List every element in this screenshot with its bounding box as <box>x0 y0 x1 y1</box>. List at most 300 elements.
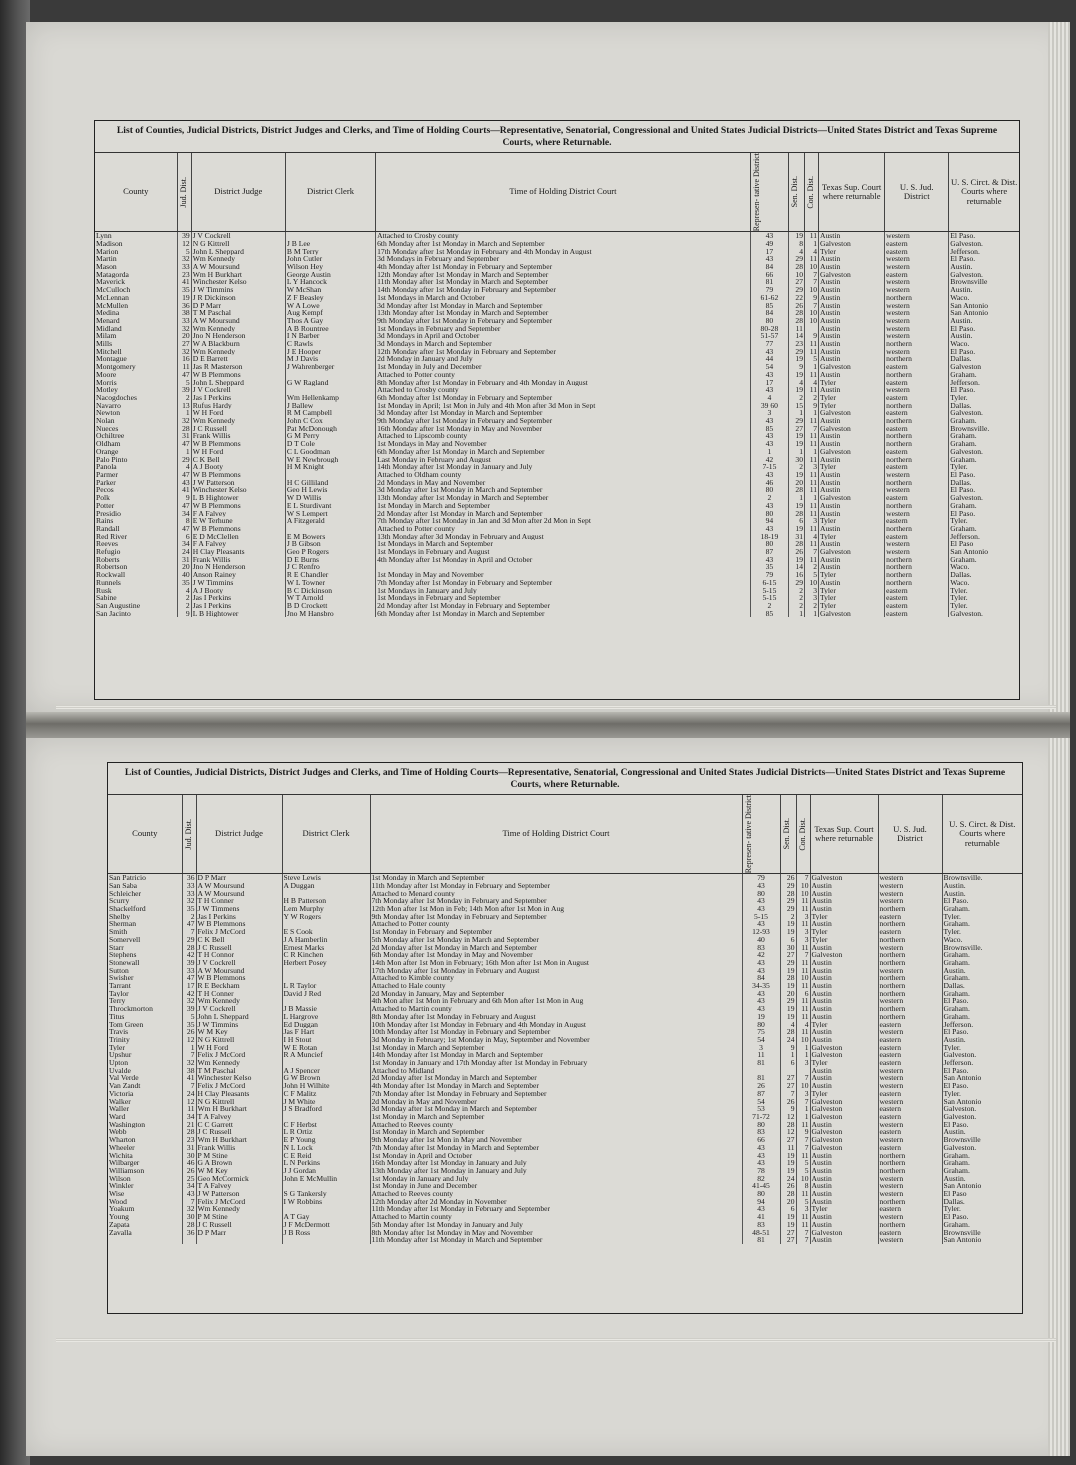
court-time-cell: Attached to Kimble county <box>370 974 742 982</box>
county-cell: Uvalde <box>108 1067 182 1075</box>
rep-dist-cell: 5-15 <box>742 913 780 921</box>
table-row <box>108 1082 1022 1090</box>
con-dist-cell: 11 <box>804 471 818 479</box>
us-jud-district-cell: northern <box>878 951 942 959</box>
county-cell: McLennan <box>95 294 177 302</box>
con-dist-cell: 11 <box>804 486 818 494</box>
rep-dist-cell: 6-15 <box>750 579 788 587</box>
sen-dist-cell: 10 <box>788 271 804 279</box>
texas-sup-court-cell: Austin <box>819 386 885 394</box>
court-time-cell: 13th Monday after 3d Monday in February and August <box>376 533 751 541</box>
us-jud-district-cell: northern <box>885 571 949 579</box>
judge-cell: P M Stine <box>196 1213 282 1221</box>
table-row <box>108 874 1022 882</box>
judge-cell: W B Plemmons <box>191 525 285 533</box>
clerk-cell: H C Gilliland <box>285 479 375 487</box>
sen-dist-cell: 28 <box>788 309 804 317</box>
us-circ-court-cell: Tyler. <box>943 928 961 936</box>
clerk-cell: H B Patterson <box>282 897 370 905</box>
judge-cell: W B Plemmons <box>196 920 282 928</box>
texas-sup-court-cell: Tyler <box>819 379 885 387</box>
table-row <box>108 944 1022 952</box>
rep-dist-cell: 43 <box>742 967 780 975</box>
con-dist-cell: 10 <box>796 1036 810 1044</box>
jud-dist-cell: 36 <box>177 302 191 310</box>
us-circ-court-cell: Galveston. <box>943 1143 977 1152</box>
us-jud-district-cell: northern <box>878 1013 942 1021</box>
table-row <box>108 1044 1022 1052</box>
table-row <box>95 278 1019 286</box>
rep-dist-cell: 54 <box>742 1098 780 1106</box>
clerk-cell: E L Sturdivant <box>285 502 375 510</box>
sen-dist-cell: 4 <box>780 1021 796 1029</box>
us-circ-court-cell: Austin. <box>943 1128 966 1137</box>
jud-dist-cell: 31 <box>177 556 191 564</box>
us-jud-district-cell: northern <box>885 579 949 587</box>
page-gutter <box>26 712 1070 738</box>
rep-dist-cell: 85 <box>750 425 788 433</box>
clerk-cell: C Rawls <box>285 340 375 348</box>
col-us-jud: U. S. Jud. District <box>878 795 942 874</box>
jud-dist-cell: 7 <box>182 1051 196 1059</box>
con-dist-cell: 7 <box>804 302 818 310</box>
us-circ-court-cell: Brownsville. <box>943 943 983 952</box>
rep-dist-cell: 43 <box>750 471 788 479</box>
jud-dist-cell: 35 <box>182 1021 196 1029</box>
clerk-cell <box>282 997 370 1005</box>
court-time-cell: 1st Mondays in February and September <box>376 594 751 602</box>
sen-dist-cell: 28 <box>780 974 796 982</box>
judge-cell: N G Kittrell <box>196 1098 282 1106</box>
judge-cell: D P Marr <box>196 874 282 882</box>
texas-sup-court-cell: Galveston <box>810 874 878 882</box>
county-cell: Mitchell <box>95 348 177 356</box>
county-table-lower <box>107 762 1023 1314</box>
col-texas-sup: Texas Sup. Court where returnable <box>810 795 878 874</box>
us-circ-court-cell: Galveston. <box>950 609 983 618</box>
clerk-cell: J S Bradford <box>282 1105 370 1113</box>
us-circ-court-cell: Tyler. <box>950 463 968 471</box>
judge-cell: J C Russell <box>191 425 285 433</box>
us-jud-district-cell: western <box>878 1190 942 1198</box>
jud-dist-cell: 24 <box>177 548 191 556</box>
rep-dist-cell: 41 <box>742 1213 780 1221</box>
court-time-cell: 14th Monday after 1st Monday in February and September <box>376 286 751 294</box>
judge-cell: W H Ford <box>196 1044 282 1052</box>
clerk-cell: Ed Duggan <box>282 1021 370 1029</box>
rep-dist-cell: 78 <box>742 1167 780 1175</box>
sen-dist-cell: 29 <box>788 286 804 294</box>
con-dist-cell: 5 <box>796 1167 810 1175</box>
us-jud-district-cell: western <box>878 1236 942 1244</box>
jud-dist-cell: 47 <box>177 471 191 479</box>
table-title: List of Counties, Judicial Districts, District Judges and Clerks, and Time of Holding Courts—Representative, Senatorial, Congressional and United States Judicial Districts—United States District and Texas Supreme Courts, where Returnable. <box>108 763 1022 795</box>
texas-sup-court-cell: Austin <box>810 1013 878 1021</box>
texas-sup-court-cell: Galveston <box>810 951 878 959</box>
court-time-cell: 1st Monday in May and November <box>376 571 751 579</box>
rep-dist-cell: 84 <box>750 309 788 317</box>
court-time-cell: 1st Monday in June and December <box>370 1182 742 1190</box>
table-row <box>108 1175 1022 1183</box>
texas-sup-court-cell: Galveston <box>810 1113 878 1121</box>
table-row <box>95 579 1019 587</box>
sen-dist-cell: 2 <box>780 913 796 921</box>
jud-dist-cell: 30 <box>182 1152 196 1160</box>
judge-cell: W B Plemmons <box>191 371 285 379</box>
table-row <box>95 563 1019 571</box>
us-circ-court-cell: El Paso. <box>950 509 976 518</box>
county-cell: Parmer <box>95 471 177 479</box>
court-time-cell: 2d Monday after 1st Monday in February and September <box>376 602 751 610</box>
county-cell: Oldham <box>95 440 177 448</box>
texas-sup-court-cell: Tyler <box>810 928 878 936</box>
sen-dist-cell: 11 <box>788 325 804 333</box>
table-row <box>95 479 1019 487</box>
clerk-cell: Wilson Hey <box>285 263 375 271</box>
sen-dist-cell: 29 <box>780 959 796 967</box>
court-time-cell: 3d Mondays in March and September <box>376 340 751 348</box>
county-cell: Starr <box>108 944 182 952</box>
us-jud-district-cell: western <box>885 471 949 479</box>
us-circ-court-cell: Graham. <box>943 920 970 929</box>
us-circ-court-cell: Galveston <box>950 363 982 371</box>
us-circ-court-cell: Galveston. <box>943 1105 977 1113</box>
jud-dist-cell: 28 <box>182 944 196 952</box>
jud-dist-cell: 2 <box>177 594 191 602</box>
sen-dist-cell: 28 <box>780 1121 796 1129</box>
sen-dist-cell: 15 <box>788 402 804 410</box>
rep-dist-cell: 43 <box>742 882 780 890</box>
sen-dist-cell: 26 <box>780 1098 796 1106</box>
us-circ-court-cell: Dallas. <box>943 1197 965 1206</box>
us-jud-district-cell: northern <box>885 563 949 571</box>
rep-dist-cell: 43 <box>750 440 788 448</box>
table-row <box>95 533 1019 541</box>
us-jud-district-cell: eastern <box>878 1113 942 1121</box>
county-cell: McCulloch <box>95 286 177 294</box>
table-row <box>95 248 1019 256</box>
con-dist-cell: 5 <box>796 1198 810 1206</box>
jud-dist-cell: 20 <box>177 563 191 571</box>
clerk-cell: N L Lock <box>282 1144 370 1152</box>
con-dist-cell: 1 <box>804 409 818 417</box>
county-cell: San Jacinto <box>95 610 177 618</box>
us-circ-court-cell: Graham. <box>950 455 977 464</box>
us-jud-district-cell: northern <box>878 990 942 998</box>
county-cell: Sutton <box>108 967 182 975</box>
table-row <box>95 517 1019 525</box>
us-jud-district-cell: western <box>885 302 949 310</box>
rep-dist-cell: 1 <box>750 448 788 456</box>
table-row <box>108 982 1022 990</box>
judge-cell: Wm Kennedy <box>196 997 282 1005</box>
county-cell: Menard <box>95 317 177 325</box>
county-cell: Wood <box>108 1198 182 1206</box>
table-row <box>95 502 1019 510</box>
court-time-cell: Attached to Lipscomb county <box>376 432 751 440</box>
rep-dist-cell: 43 <box>750 556 788 564</box>
table-row <box>108 1236 1022 1244</box>
court-time-cell: Attached to Crosby county <box>376 232 751 240</box>
texas-sup-court-cell: Austin <box>810 1005 878 1013</box>
judge-cell: H Clay Pleasants <box>196 1090 282 1098</box>
us-circ-court-cell: El Paso <box>943 1190 967 1198</box>
sen-dist-cell: 19 <box>788 386 804 394</box>
sen-dist-cell: 19 <box>780 967 796 975</box>
con-dist-cell: 3 <box>804 594 818 602</box>
page-edge <box>1048 22 1070 712</box>
rep-dist-cell: 81 <box>742 1236 780 1244</box>
rep-dist-cell: 43 <box>742 920 780 928</box>
con-dist-cell: 7 <box>796 874 810 882</box>
sen-dist-cell: 28 <box>788 317 804 325</box>
us-jud-district-cell: western <box>885 325 949 333</box>
con-dist-cell: 9 <box>796 1128 810 1136</box>
rep-dist-cell: 84 <box>742 974 780 982</box>
us-circ-court-cell: Graham. <box>943 951 970 959</box>
table-row <box>108 1182 1022 1190</box>
clerk-cell <box>282 1205 370 1213</box>
us-circ-court-cell: Jefferson. <box>950 532 980 541</box>
col-us-jud: U. S. Jud. District <box>885 153 949 232</box>
court-time-cell: 7th Monday after 1st Monday in Jan and 3d Mon after 2d Mon in Sept <box>376 517 751 525</box>
jud-dist-cell: 7 <box>182 1198 196 1206</box>
court-time-cell: 2d Monday after 1st Monday in March and September <box>370 944 742 952</box>
table-row <box>108 1152 1022 1160</box>
us-jud-district-cell: western <box>885 286 949 294</box>
jud-dist-cell: 7 <box>182 1082 196 1090</box>
texas-sup-court-cell: Austin <box>810 990 878 998</box>
jud-dist-cell: 32 <box>182 1205 196 1213</box>
county-cell: Williamson <box>108 1167 182 1175</box>
us-circ-court-cell: Galveston. <box>950 447 983 456</box>
texas-sup-court-cell: Austin <box>810 1198 878 1206</box>
clerk-cell: J C Renfro <box>285 563 375 571</box>
jud-dist-cell: 12 <box>182 1036 196 1044</box>
sen-dist-cell: 19 <box>788 432 804 440</box>
clerk-cell: A Fitzgerald <box>285 517 375 525</box>
judge-cell: Felix J McCord <box>196 1082 282 1090</box>
court-time-cell: 1st Mondays in March and September <box>376 540 751 548</box>
rep-dist-cell: 79 <box>750 286 788 294</box>
table-row <box>95 379 1019 387</box>
county-cell: Tarrant <box>108 982 182 990</box>
jud-dist-cell: 1 <box>177 448 191 456</box>
clerk-cell <box>282 1059 370 1067</box>
us-jud-district-cell: northern <box>885 402 949 410</box>
judge-cell: Wm Kennedy <box>191 348 285 356</box>
texas-sup-court-cell: Galveston <box>819 494 885 502</box>
con-dist-cell: 11 <box>804 525 818 533</box>
texas-sup-court-cell: Austin <box>810 982 878 990</box>
court-time-cell: Attached to Martin county <box>370 1005 742 1013</box>
rep-dist-cell: 94 <box>742 1198 780 1206</box>
us-circ-court-cell: Galveston. <box>943 1113 977 1121</box>
table-row <box>95 340 1019 348</box>
rep-dist-cell: 43 <box>750 525 788 533</box>
court-time-cell: 3d Monday in February; 1st Monday in May, September and November <box>370 1036 742 1044</box>
court-time-cell: 2d Monday in May and November <box>370 1098 742 1106</box>
table-row <box>108 1128 1022 1136</box>
us-jud-district-cell: eastern <box>878 1229 942 1237</box>
us-circ-court-cell: Dallas. <box>950 571 972 579</box>
rep-dist-cell: 54 <box>742 1036 780 1044</box>
county-cell: Rockwall <box>95 571 177 579</box>
con-dist-cell: 11 <box>804 456 818 464</box>
us-circ-court-cell: Austin. <box>943 1035 966 1044</box>
con-dist-cell: 11 <box>804 348 818 356</box>
table-row <box>95 587 1019 595</box>
us-jud-district-cell: eastern <box>878 913 942 921</box>
rep-dist-cell: 43 <box>750 432 788 440</box>
us-circ-court-cell: Graham. <box>943 1151 970 1160</box>
con-dist-cell: 10 <box>804 263 818 271</box>
texas-sup-court-cell: Austin <box>810 967 878 975</box>
rep-dist-cell: 87 <box>750 548 788 556</box>
table-row <box>95 332 1019 340</box>
rep-dist-cell: 51-57 <box>750 332 788 340</box>
us-jud-district-cell: eastern <box>885 610 949 618</box>
us-jud-district-cell: northern <box>885 355 949 363</box>
clerk-cell <box>282 974 370 982</box>
judge-cell: A J Booty <box>191 587 285 595</box>
sen-dist-cell: 19 <box>788 525 804 533</box>
rep-dist-cell: 81 <box>742 1059 780 1067</box>
clerk-cell <box>282 967 370 975</box>
county-cell: Schleicher <box>108 890 182 898</box>
court-time-cell: 16th Monday after 1st Monday in May and November <box>376 425 751 433</box>
con-dist-cell: 7 <box>796 1136 810 1144</box>
col-sen-dist: Sen. Dist. <box>780 795 796 874</box>
county-cell: Smith <box>108 928 182 936</box>
county-cell: Martin <box>95 255 177 263</box>
judge-cell: J V Cockrell <box>196 959 282 967</box>
us-jud-district-cell: western <box>878 1182 942 1190</box>
us-jud-district-cell: eastern <box>878 1144 942 1152</box>
clerk-cell: G M Perry <box>285 432 375 440</box>
us-circ-court-cell: Galveston. <box>950 239 983 248</box>
texas-sup-court-cell: Austin <box>819 456 885 464</box>
us-circ-court-cell: Brownsville <box>943 1228 981 1237</box>
county-cell: Montgomery <box>95 363 177 371</box>
court-time-cell: Attached to Reeves county <box>370 1190 742 1198</box>
clerk-cell: John H Wilhite <box>282 1082 370 1090</box>
us-circ-court-cell: El Paso. <box>943 1028 969 1036</box>
rep-dist-cell: 43 <box>742 1152 780 1160</box>
county-cell: Zavalla <box>108 1229 182 1237</box>
us-circ-court-cell: Dallas. <box>950 355 972 364</box>
clerk-cell: S G Tankersly <box>282 1190 370 1198</box>
us-jud-district-cell: western <box>878 967 942 975</box>
table-row <box>95 456 1019 464</box>
table-row <box>95 394 1019 402</box>
table-row <box>108 951 1022 959</box>
table-row <box>95 286 1019 294</box>
con-dist-cell: 3 <box>796 913 810 921</box>
col-county: County <box>108 795 182 874</box>
county-cell: Ochiltree <box>95 432 177 440</box>
judge-cell: Wm H Burkhart <box>191 271 285 279</box>
sen-dist-cell: 1 <box>788 610 804 618</box>
county-cell: Milam <box>95 332 177 340</box>
rep-dist-cell: 53 <box>742 1105 780 1113</box>
judge-cell: Winchester Kelso <box>196 1074 282 1082</box>
jud-dist-cell: 6 <box>177 533 191 541</box>
us-jud-district-cell: northern <box>885 440 949 448</box>
rep-dist-cell: 81 <box>750 278 788 286</box>
rep-dist-cell: 43 <box>742 959 780 967</box>
us-circ-court-cell: San Antonio <box>943 1097 982 1106</box>
con-dist-cell: 4 <box>796 1021 810 1029</box>
con-dist-cell: 10 <box>804 309 818 317</box>
con-dist-cell: 11 <box>804 510 818 518</box>
rep-dist-cell: 75 <box>742 1028 780 1036</box>
us-jud-district-cell: western <box>878 944 942 952</box>
con-dist-cell: 7 <box>804 548 818 556</box>
judge-cell: Wm Kennedy <box>191 417 285 425</box>
texas-sup-court-cell: Austin <box>819 510 885 518</box>
rep-dist-cell: 80 <box>742 890 780 898</box>
rep-dist-cell: 80 <box>750 510 788 518</box>
clerk-cell: W McShan <box>285 286 375 294</box>
judge-cell: F A Falvey <box>191 540 285 548</box>
judge-cell: Winchester Kelso <box>191 486 285 494</box>
rep-dist-cell: 43 <box>750 371 788 379</box>
table-row <box>108 959 1022 967</box>
judge-cell: J W Timmens <box>196 905 282 913</box>
county-cell: Swisher <box>108 974 182 982</box>
us-jud-district-cell: eastern <box>885 409 949 417</box>
table-row <box>108 1198 1022 1206</box>
judge-cell: J V Cockrell <box>191 386 285 394</box>
court-time-cell: Attached to Potter county <box>376 525 751 533</box>
court-time-cell: 6th Monday after 1st Monday in March and September <box>376 610 751 618</box>
us-jud-district-cell: western <box>885 548 949 556</box>
court-time-cell: 1st Mondays in January and July <box>376 587 751 595</box>
clerk-cell <box>282 1236 370 1244</box>
table-row <box>108 997 1022 1005</box>
court-time-cell: 12th Monday after 1st Monday in March and September <box>376 271 751 279</box>
court-time-cell: 1st Monday in January and July <box>370 1175 742 1183</box>
us-jud-district-cell: western <box>878 1213 942 1221</box>
county-cell: Rains <box>95 517 177 525</box>
table-row <box>108 936 1022 944</box>
con-dist-cell: 11 <box>796 1005 810 1013</box>
clerk-cell: Thos A Gay <box>285 317 375 325</box>
rep-dist-cell: 43 <box>750 255 788 263</box>
court-time-cell: 2d Monday after 1st Monday in March and September <box>376 510 751 518</box>
col-judge: District Judge <box>196 795 282 874</box>
clerk-cell: D T Cole <box>285 440 375 448</box>
us-circ-court-cell: Graham. <box>943 1220 970 1229</box>
con-dist-cell: 9 <box>804 294 818 302</box>
judge-cell: Frank Willis <box>191 556 285 564</box>
court-time-cell: 3d Mondays in April and October <box>376 332 751 340</box>
judge-cell: F A Falvey <box>191 510 285 518</box>
con-dist-cell: 11 <box>804 386 818 394</box>
us-jud-district-cell: eastern <box>885 494 949 502</box>
sen-dist-cell: 27 <box>788 278 804 286</box>
sen-dist-cell: 27 <box>788 425 804 433</box>
texas-sup-court-cell: Galveston <box>810 1044 878 1052</box>
con-dist-cell: 10 <box>796 882 810 890</box>
us-jud-district-cell: western <box>878 1136 942 1144</box>
court-time-cell: 8th Monday after 1st Monday in May and November <box>370 1229 742 1237</box>
judge-cell: Jas I Perkins <box>191 602 285 610</box>
col-clerk: District Clerk <box>282 795 370 874</box>
county-cell: Medina <box>95 309 177 317</box>
jud-dist-cell: 2 <box>177 602 191 610</box>
